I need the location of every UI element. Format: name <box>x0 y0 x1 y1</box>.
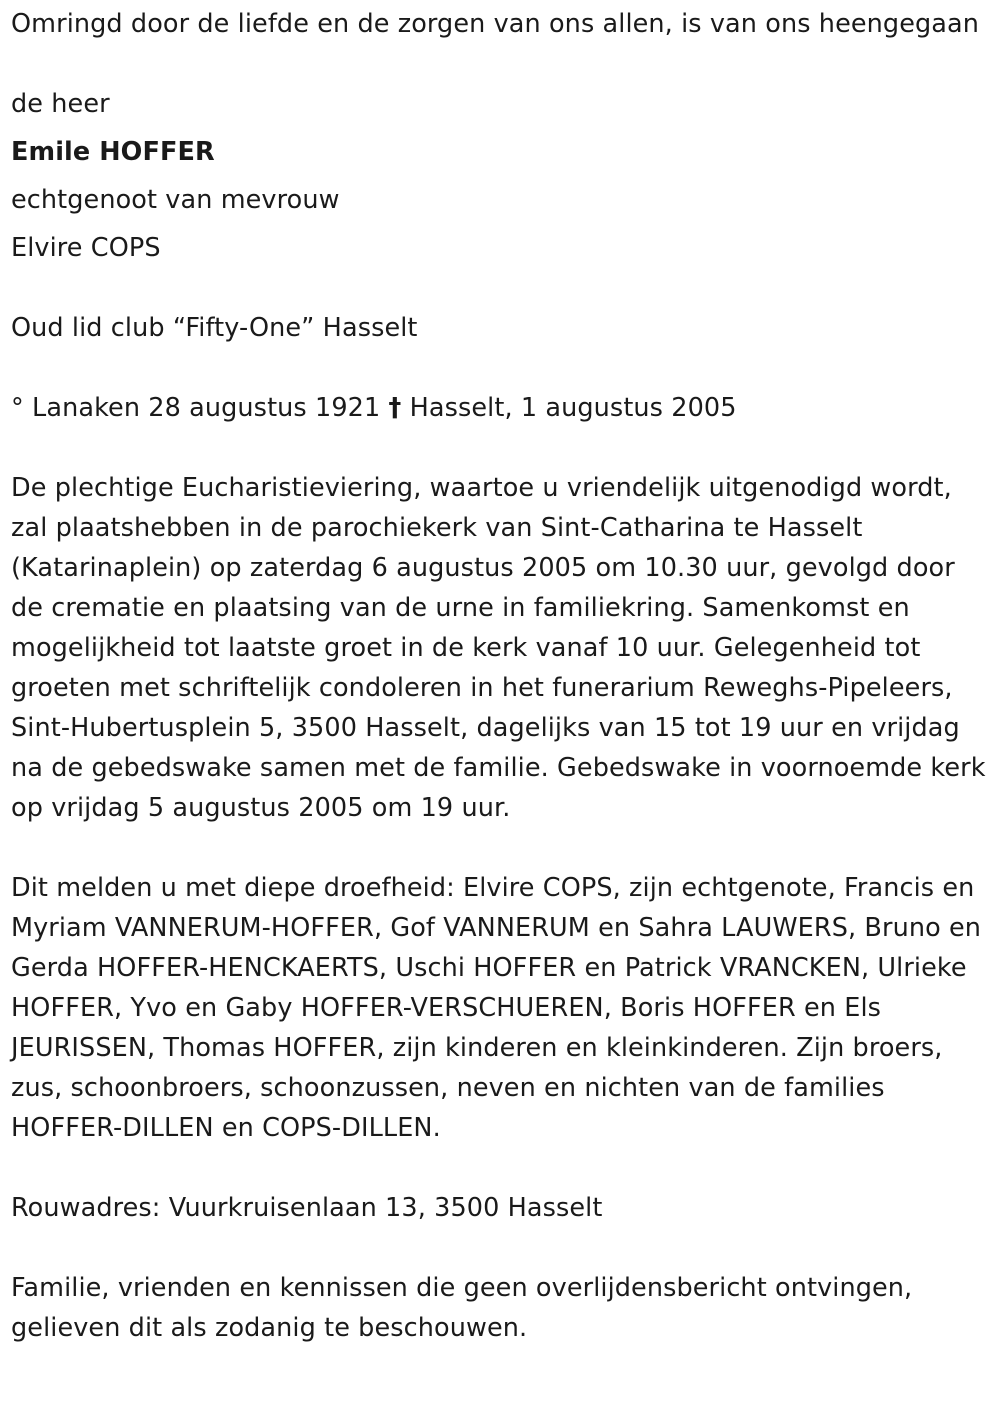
ceremony-paragraph: De plechtige Eucharistieviering, waartoe u vriendelijk uitgenodigd wordt, zal plaatshebben in de parochiekerk van Sint-Catharina te Hasselt (Katarinaplein) op zaterdag 6 augustus 2005 om 10.30 uur, gevolgd door de crematie en plaatsing van de urne in familiekring. Samenkomst en mogelijkheid tot laatste groet in de kerk vanaf 10 uur. Gelegenheid tot groeten met schriftelijk condoleren in het funerarium Reweghs-Pipeleers, Sint-Hubertusplein 5, 3500 Hasselt, dagelijks van 15 tot 19 uur en vrijdag na de gebedswake samen met de familie. Gebedswake in voornoemde kerk op vrijdag 5 augustus 2005 om 19 uur. <box>11 473 986 823</box>
intro-text: Omringd door de liefde en de zorgen van ons allen, is van ons heengegaan <box>11 9 979 39</box>
birth-death-line <box>11 388 991 428</box>
spouse-label: echtgenoot van mevrouw <box>11 185 340 215</box>
closing-paragraph: Familie, vrienden en kennissen die geen overlijdensbericht ontvingen, gelieven dit als zodanig te beschouwen. <box>11 1273 913 1343</box>
death-cross-icon: † <box>388 393 402 423</box>
title-line: de heer <box>11 89 110 119</box>
membership-text: Oud lid club “Fifty-One” Hasselt <box>11 313 418 343</box>
family-paragraph: Dit melden u met diepe droefheid: Elvire COPS, zijn echtgenote, Francis en Myriam VANNERUM-HOFFER, Gof VANNERUM en Sahra LAUWERS, Bruno en Gerda HOFFER-HENCKAERTS, Uschi HOFFER en Patrick VRANCKEN, Ulrieke HOFFER, Yvo en Gaby HOFFER-VERSCHUEREN, Boris HOFFER en Els JEURISSEN, Thomas HOFFER, zijn kinderen en kleinkinderen. Zijn broers, zus, schoonbroers, schoonzussen, neven en nichten van de families HOFFER-DILLEN en COPS-DILLEN. <box>11 873 982 1143</box>
death-text: Hasselt, 1 augustus 2005 <box>409 393 737 423</box>
spouse-name: Elvire COPS <box>11 233 161 263</box>
mourning-address: Rouwadres: Vuurkruisenlaan 13, 3500 Hasselt <box>11 1193 603 1223</box>
deceased-name: Emile HOFFER <box>11 137 215 167</box>
obituary-document <box>11 4 991 1348</box>
birth-text: ° Lanaken 28 augustus 1921 <box>11 393 381 423</box>
